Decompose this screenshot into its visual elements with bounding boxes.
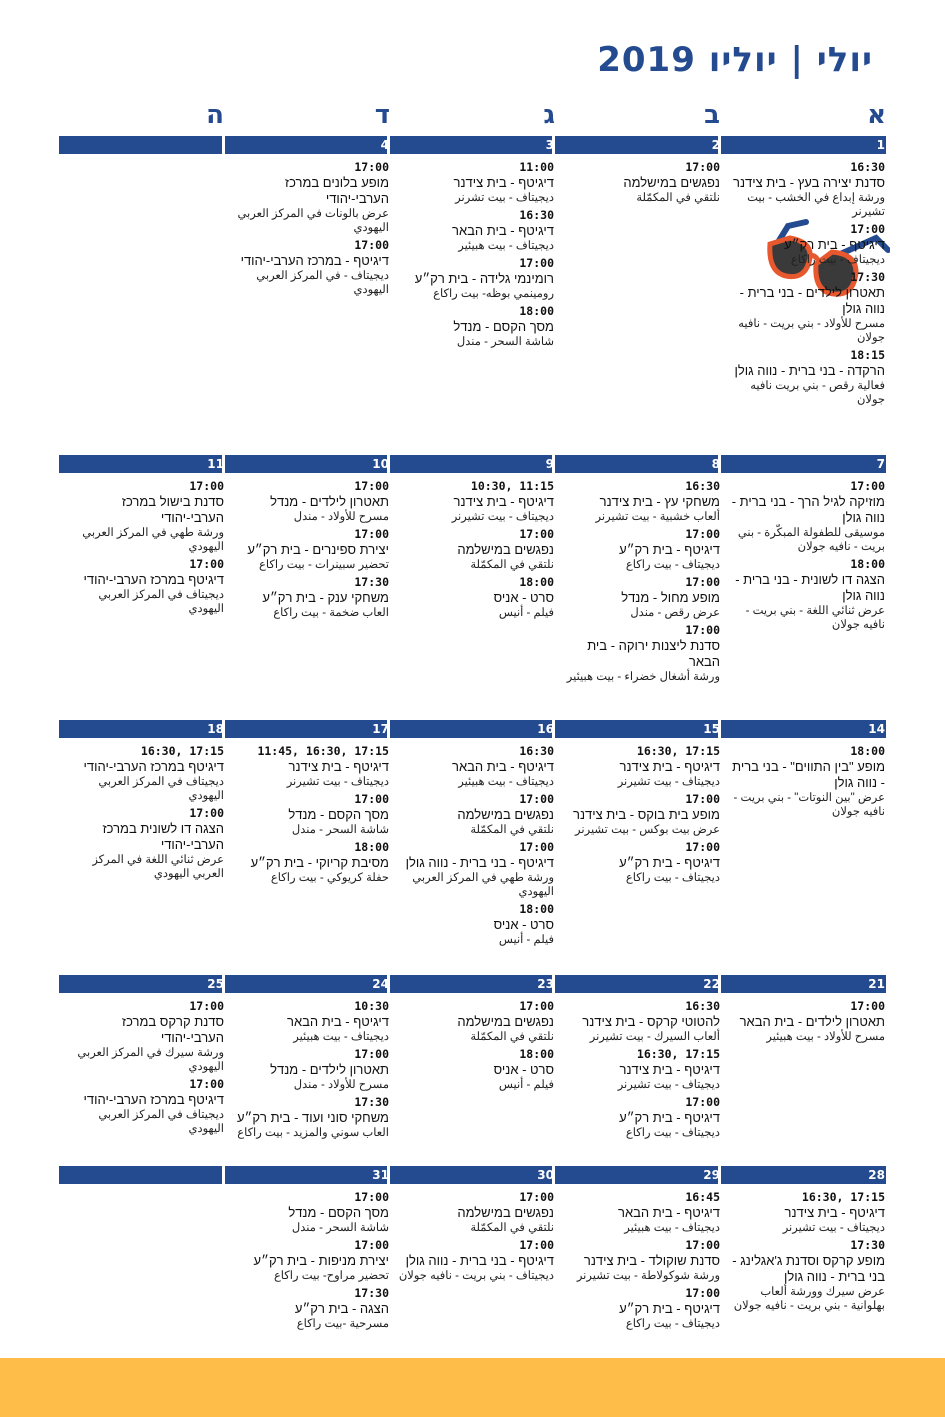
event-time: 10:30, 11:15 xyxy=(470,479,554,493)
event-description: عرض رقص - مندل xyxy=(630,607,720,619)
event-name: סדנת קרקס במרכז הערבי-יהודי xyxy=(121,1014,224,1045)
event-description: ديجيتاف - بيت هبيئير xyxy=(458,240,554,252)
event-description: ديجيتاف - بيت راكاع xyxy=(625,872,720,884)
day-cell xyxy=(66,744,224,884)
event-item xyxy=(396,527,554,572)
event-item xyxy=(562,744,720,789)
event-description: رومينمي بوظه- بيت راكاع xyxy=(433,288,554,300)
event-item xyxy=(396,1238,554,1283)
day-number: 9 xyxy=(545,457,554,471)
event-time: 17:00 xyxy=(354,1047,389,1061)
day-number: 24 xyxy=(372,977,389,991)
event-item xyxy=(727,348,885,407)
event-name: דיגיטף במרכז הערבי-יהודי xyxy=(83,759,224,774)
day-number: 16 xyxy=(537,722,554,736)
day-cell xyxy=(562,160,720,208)
event-description: ديجيتاف - بيت تشيرنر xyxy=(451,511,554,523)
event-time: 17:30 xyxy=(354,1286,389,1300)
event-description: ديجيتاف - بيت تشرنر xyxy=(455,192,554,204)
day-header-monday: ב xyxy=(704,100,720,130)
event-item xyxy=(727,1238,885,1313)
day-number: 30 xyxy=(537,1168,554,1182)
event-name: סרט - אניס xyxy=(493,1062,554,1077)
event-time: 17:00 xyxy=(685,575,720,589)
event-description: ديجيتاف - بيت تشيرنر xyxy=(286,776,389,788)
day-cell xyxy=(562,479,720,687)
day-number: 17 xyxy=(372,722,389,736)
day-cell xyxy=(396,160,554,352)
day-number: 29 xyxy=(703,1168,720,1182)
event-time: 16:30 xyxy=(519,744,554,758)
event-item xyxy=(562,160,720,205)
event-time: 11:45, 16:30, 17:15 xyxy=(257,744,389,758)
event-name: דיגיטף - בית הבאר xyxy=(452,759,554,774)
event-time: 17:00 xyxy=(519,527,554,541)
day-cell xyxy=(396,1190,554,1286)
event-item xyxy=(231,238,389,297)
event-time: 17:00 xyxy=(685,527,720,541)
day-number: 15 xyxy=(703,722,720,736)
event-time: 17:00 xyxy=(189,479,224,493)
event-name: דיגיטף - בית הבאר xyxy=(287,1014,389,1029)
event-description: تحضير سبينرات - بيت راكاع xyxy=(259,559,389,571)
event-description: عرض "بين النوتات" - بني بريت - نافيه جولان xyxy=(733,792,885,818)
event-item xyxy=(396,1190,554,1235)
event-description: فيلم - أنيس xyxy=(498,934,554,946)
event-description: موسيقى للطفولة المبكّرة - بني بريت - نافيه جولان xyxy=(737,527,885,553)
event-description: حفلة كريوكي - بيت راكاع xyxy=(270,872,389,884)
event-time: 16:30 xyxy=(850,160,885,174)
event-name: סרט - אניס xyxy=(493,590,554,605)
event-item xyxy=(231,527,389,572)
event-item xyxy=(231,575,389,620)
event-time: 18:00 xyxy=(850,557,885,571)
event-name: מופע מחול - מנדל xyxy=(621,590,720,605)
event-description: نلتقي في المكمّلة xyxy=(470,559,554,571)
event-description: ديجيتاف - في المركز العربي اليهودي xyxy=(256,270,389,296)
event-time: 17:00 xyxy=(519,999,554,1013)
event-description: ديجيتاف في المركز العربي اليهودي xyxy=(98,1109,224,1135)
event-item xyxy=(66,1077,224,1136)
event-item xyxy=(562,1047,720,1092)
event-description: ديجيتاف - بيت تشيرنر xyxy=(617,776,720,788)
page-title: יולי | יוליו 2019 xyxy=(597,40,873,80)
event-item xyxy=(231,479,389,524)
event-item xyxy=(562,1286,720,1331)
event-item xyxy=(66,557,224,616)
event-name: מסך הקסם - מנדל xyxy=(453,319,554,334)
day-cell xyxy=(231,160,389,300)
event-description: ورشة إبداع في الخشب - بيت تشيرنر xyxy=(747,192,885,218)
event-name: סרט - אניס xyxy=(493,917,554,932)
event-time: 17:30 xyxy=(354,575,389,589)
event-item xyxy=(396,999,554,1044)
event-item xyxy=(562,1095,720,1140)
event-name: דיגיטף - בית רק״ע xyxy=(619,855,720,870)
event-description: شاشة السحر - مندل xyxy=(456,336,554,348)
event-item xyxy=(231,1190,389,1235)
event-description: نلتقي في المكمّلة xyxy=(470,1222,554,1234)
event-description: ديجيتاف - بيت تشيرنر xyxy=(617,1079,720,1091)
event-item xyxy=(727,557,885,632)
event-description: عرض بالونات في المركز العربي اليهودي xyxy=(237,208,389,234)
event-name: הרקדה - בני ברית - נווה גולן xyxy=(734,363,885,378)
event-time: 18:00 xyxy=(519,1047,554,1061)
day-number: 31 xyxy=(372,1168,389,1182)
event-name: מסך הקסם - מנדל xyxy=(288,1205,389,1220)
event-description: عرض بيت بوكس - بيت تشيرنر xyxy=(575,824,720,836)
day-number: 21 xyxy=(868,977,885,991)
event-description: ديجيتاف في المركز العربي اليهودي xyxy=(98,589,224,615)
event-item xyxy=(562,1238,720,1283)
event-item xyxy=(396,792,554,837)
event-time: 16:30 xyxy=(519,208,554,222)
day-number: 10 xyxy=(372,457,389,471)
event-description: ألعاب خشبية - بيت تشيرنر xyxy=(595,511,720,523)
event-description: ورشة أشغال خضراء - بيت هبيئير xyxy=(566,671,720,683)
day-number: 23 xyxy=(537,977,554,991)
event-description: نلتقي في المكمّلة xyxy=(470,1031,554,1043)
event-item xyxy=(727,160,885,219)
event-item xyxy=(231,160,389,235)
event-name: נפגשים במישלמה xyxy=(457,542,554,557)
event-time: 17:00 xyxy=(850,479,885,493)
event-time: 17:00 xyxy=(685,1095,720,1109)
event-time: 17:00 xyxy=(519,840,554,854)
event-time: 17:00 xyxy=(354,479,389,493)
event-description: نلتقي في المكمّلة xyxy=(470,824,554,836)
event-item xyxy=(396,256,554,301)
event-time: 17:00 xyxy=(519,1238,554,1252)
event-name: תאטרון לילדים - בני ברית - נווה גולן xyxy=(739,285,885,316)
event-time: 17:00 xyxy=(850,222,885,236)
event-time: 18:00 xyxy=(354,840,389,854)
event-description: ديجيتاف - بيت هبيئير xyxy=(458,776,554,788)
event-name: להטוטי קרקס - בית צידנר xyxy=(582,1014,720,1029)
week-bar xyxy=(59,720,886,738)
event-description: ورشة طهي في المركز العربي اليهودي xyxy=(82,527,224,553)
event-name: מסיבת קריוקי - בית רק״ע xyxy=(250,855,389,870)
event-time: 17:00 xyxy=(354,792,389,806)
day-number: 2 xyxy=(711,138,720,152)
event-description: تحضير مراوح- بيت راكاع xyxy=(273,1270,389,1282)
week-bar-divider xyxy=(222,136,225,154)
event-description: ديجيتاف - بني بريت - نافيه جولان xyxy=(398,1270,554,1282)
event-name: נפגשים במישלמה xyxy=(457,807,554,822)
event-description: ديجيتاف - بيت هبيئير xyxy=(624,1222,720,1234)
event-time: 16:30, 17:15 xyxy=(801,1190,885,1204)
event-item xyxy=(231,1047,389,1092)
event-name: מופע בית בוקס - בית צידנר xyxy=(573,807,720,822)
event-time: 17:00 xyxy=(354,527,389,541)
day-cell xyxy=(231,744,389,888)
event-name: מסך הקסם - מנדל xyxy=(288,807,389,822)
event-time: 17:00 xyxy=(685,623,720,637)
event-description: ديجيتاف - بيت راكاع xyxy=(625,1127,720,1139)
event-name: דיגיטף - בני ברית - נווה גולן xyxy=(405,855,554,870)
event-time: 17:00 xyxy=(519,1190,554,1204)
event-description: مسرح للأولاد - مندل xyxy=(293,1079,389,1091)
event-time: 17:00 xyxy=(189,557,224,571)
event-description: ورشة سيرك في المركز العربي اليهودي xyxy=(77,1047,224,1073)
event-name: דיגיטף - בית צידנר xyxy=(619,759,720,774)
event-time: 17:00 xyxy=(354,1238,389,1252)
event-name: יצירת ספינרים - בית רק״ע xyxy=(247,542,389,557)
event-description: فيلم - أنيس xyxy=(498,1079,554,1091)
event-name: נפגשים במישלמה xyxy=(457,1205,554,1220)
event-description: فيلم - أنيس xyxy=(498,607,554,619)
day-cell xyxy=(727,479,885,635)
day-number: 3 xyxy=(545,138,554,152)
event-name: נפגשים במישלמה xyxy=(623,175,720,190)
day-cell xyxy=(727,160,885,410)
event-name: משחקי ענק - בית רק״ע xyxy=(262,590,389,605)
event-name: מוזיקה לגיל הרך - בני ברית - נווה גולן xyxy=(731,494,885,525)
event-time: 17:00 xyxy=(354,238,389,252)
day-header-thursday: ה xyxy=(206,100,224,130)
event-time: 17:00 xyxy=(685,160,720,174)
day-number: 7 xyxy=(876,457,885,471)
footer-band xyxy=(0,1358,945,1417)
event-time: 18:00 xyxy=(519,304,554,318)
week-bar xyxy=(59,975,886,993)
event-description: مسرح للأولاد - بني بريت - نافيه جولان xyxy=(738,318,885,344)
event-time: 16:45 xyxy=(685,1190,720,1204)
event-name: סדנת שוקולד - בית צידנר xyxy=(583,1253,720,1268)
day-number: 1 xyxy=(876,138,885,152)
event-item xyxy=(562,999,720,1044)
day-cell xyxy=(231,479,389,623)
event-time: 11:00 xyxy=(519,160,554,174)
event-item xyxy=(231,792,389,837)
event-name: מופע קרקס וסדנת ג'אגלינג - בני ברית - נווה גולן xyxy=(732,1253,885,1284)
event-name: תאטרון לילדים - מנדל xyxy=(270,1062,389,1077)
event-description: شاشة السحر - مندل xyxy=(291,1222,389,1234)
event-description: ديجيتاف - بيت هبيئير xyxy=(293,1031,389,1043)
event-name: נפגשים במישלמה xyxy=(457,1014,554,1029)
event-name: תאטרון לילדים - מנדל xyxy=(270,494,389,509)
event-item xyxy=(231,1286,389,1331)
event-time: 17:00 xyxy=(685,1238,720,1252)
event-time: 17:00 xyxy=(685,840,720,854)
day-number: 18 xyxy=(207,722,224,736)
event-name: דיגיטף - בית צידנר xyxy=(453,175,554,190)
event-time: 17:00 xyxy=(850,999,885,1013)
event-time: 17:30 xyxy=(850,1238,885,1252)
event-item xyxy=(562,575,720,620)
day-cell xyxy=(231,999,389,1143)
day-cell xyxy=(231,1190,389,1334)
event-name: סדנת יצירה בעץ - בית צידנר xyxy=(733,175,885,190)
event-item xyxy=(396,208,554,253)
event-name: דיגיטף - בית צידנר xyxy=(784,1205,885,1220)
event-item xyxy=(727,222,885,267)
day-cell xyxy=(66,999,224,1139)
day-number: 22 xyxy=(703,977,720,991)
day-number: 25 xyxy=(207,977,224,991)
event-name: דיגיטף - בית הבאר xyxy=(618,1205,720,1220)
event-item xyxy=(727,479,885,554)
event-time: 17:00 xyxy=(189,806,224,820)
event-time: 17:00 xyxy=(189,1077,224,1091)
event-name: דיגיטף - בית צידנר xyxy=(619,1062,720,1077)
event-description: ديجيتاف - بيت راكاع xyxy=(625,559,720,571)
event-item xyxy=(727,1190,885,1235)
day-number: 4 xyxy=(380,138,389,152)
event-name: דיגיטף - במרכז הערבי-יהודי xyxy=(240,253,389,268)
event-time: 16:30, 17:15 xyxy=(140,744,224,758)
event-time: 17:30 xyxy=(354,1095,389,1109)
event-item xyxy=(396,479,554,524)
event-item xyxy=(396,902,554,947)
event-name: מופע בלונים במרכז הערבי-יהודי xyxy=(284,175,389,206)
event-time: 18:00 xyxy=(850,744,885,758)
day-cell xyxy=(727,744,885,822)
event-description: مسرحية -بيت راكاع xyxy=(296,1318,389,1330)
event-name: רומינמי גלידה - בית רק״ע xyxy=(414,271,554,286)
event-item xyxy=(396,840,554,899)
event-item xyxy=(727,270,885,345)
day-cell xyxy=(396,999,554,1095)
event-time: 17:00 xyxy=(354,1190,389,1204)
event-name: יצירת מניפות - בית רק״ע xyxy=(253,1253,389,1268)
event-item xyxy=(231,999,389,1044)
event-description: شاشة السحر - مندل xyxy=(291,824,389,836)
event-name: דיגיטף - בית רק״ע xyxy=(619,542,720,557)
event-item xyxy=(231,1238,389,1283)
day-number: 14 xyxy=(868,722,885,736)
event-description: عرض ثنائي اللغة في المركز العربي اليهودي xyxy=(92,854,224,880)
event-item xyxy=(231,1095,389,1140)
event-time: 18:00 xyxy=(519,575,554,589)
event-description: ورشة طهي في المركز العربي اليهودي xyxy=(412,872,554,898)
event-time: 17:00 xyxy=(685,1286,720,1300)
event-item xyxy=(562,527,720,572)
event-description: ألعاب السيرك - بيت تشيرنر xyxy=(589,1031,720,1043)
event-description: عرض ثنائي اللغة - بني بريت - نافيه جولان xyxy=(745,605,885,631)
day-cell xyxy=(396,744,554,950)
event-description: ديجيتاف - بيت راكاع xyxy=(625,1318,720,1330)
event-name: תאטרון לילדים - בית הבאר xyxy=(739,1014,885,1029)
event-time: 17:00 xyxy=(519,256,554,270)
event-item xyxy=(562,840,720,885)
event-name: דיגיטף - בית רק״ע xyxy=(619,1110,720,1125)
event-time: 17:30 xyxy=(850,270,885,284)
event-name: סדנת בישול במרכז הערבי-יהודי xyxy=(121,494,224,525)
week-bar xyxy=(59,1166,886,1184)
event-name: מופע "בין התווים" - בני ברית - נווה גולן xyxy=(732,759,885,790)
day-cell xyxy=(562,744,720,888)
event-name: סדנת ליצנות ירוקה - בית הבאר xyxy=(587,638,720,669)
event-description: العاب سوني والمزيد - بيت راكاع xyxy=(237,1127,389,1139)
event-item xyxy=(66,744,224,803)
event-description: فعالية رقص - بني بريت نافيه جولان xyxy=(750,380,885,406)
event-name: דיגיטף - בית רק״ע xyxy=(784,237,885,252)
day-number: 28 xyxy=(868,1168,885,1182)
day-cell xyxy=(727,999,885,1047)
event-item xyxy=(396,304,554,349)
event-time: 18:15 xyxy=(850,348,885,362)
day-header-wednesday: ד xyxy=(374,100,390,130)
event-name: דיגיטף - בית צידנר xyxy=(288,759,389,774)
event-description: عرض سيرك وورشة ألعاب بهلوانية - بني بريت - نافيه جولان xyxy=(733,1286,885,1312)
event-item xyxy=(727,999,885,1044)
event-description: ديجيتاف في المركز العربي اليهودي xyxy=(98,776,224,802)
day-cell xyxy=(727,1190,885,1316)
event-item xyxy=(562,792,720,837)
event-name: דיגיטף - בני ברית - נווה גולן xyxy=(405,1253,554,1268)
event-name: משחקי עץ - בית צידנר xyxy=(599,494,720,509)
event-name: הצגה דו לשונית במרכז הערבי-יהודי xyxy=(102,821,224,852)
event-time: 16:30 xyxy=(685,479,720,493)
event-name: הצגה - בית רק״ע xyxy=(294,1301,389,1316)
event-description: ورشة شوكولاطة - بيت تشيرنر xyxy=(576,1270,720,1282)
event-name: דיגיטף - בית הבאר xyxy=(452,223,554,238)
event-time: 17:00 xyxy=(189,999,224,1013)
event-time: 17:00 xyxy=(354,160,389,174)
event-name: משחקי סוני ועוד - בית רק״ע xyxy=(236,1110,389,1125)
event-description: ديجيتاف - بيت تشيرنر xyxy=(782,1222,885,1234)
day-header-tuesday: ג xyxy=(543,100,555,130)
event-description: العاب ضخمة - بيت راكاع xyxy=(273,607,389,619)
event-item xyxy=(727,744,885,819)
event-item xyxy=(562,623,720,684)
event-name: הצגה דו לשונית - בני ברית - נווה גולן xyxy=(735,572,885,603)
day-cell xyxy=(66,479,224,619)
event-item xyxy=(231,744,389,789)
event-item xyxy=(231,840,389,885)
day-header-sunday: א xyxy=(867,100,886,130)
event-time: 17:00 xyxy=(685,792,720,806)
day-number: 8 xyxy=(711,457,720,471)
event-item xyxy=(66,806,224,881)
event-item xyxy=(66,999,224,1074)
event-name: דיגיטף - בית צידנר xyxy=(453,494,554,509)
event-item xyxy=(396,1047,554,1092)
event-time: 18:00 xyxy=(519,902,554,916)
week-bar xyxy=(59,136,886,154)
event-time: 10:30 xyxy=(354,999,389,1013)
event-item xyxy=(396,744,554,789)
day-number xyxy=(194,1166,226,1184)
day-cell xyxy=(562,1190,720,1334)
event-item xyxy=(562,479,720,524)
event-description: مسرح للأولاد - بيت هبيئير xyxy=(766,1031,885,1043)
event-name: דיגיטף במרכז הערבי-יהודי xyxy=(83,1092,224,1107)
event-item xyxy=(66,479,224,554)
day-cell xyxy=(562,999,720,1143)
event-name: דיגיטף במרכז הערבי-יהודי xyxy=(83,572,224,587)
week-bar xyxy=(59,455,886,473)
day-number: 11 xyxy=(207,457,224,471)
event-time: 16:30, 17:15 xyxy=(636,744,720,758)
event-name: דיגיטף - בית רק״ע xyxy=(619,1301,720,1316)
event-time: 16:30 xyxy=(685,999,720,1013)
event-time: 16:30, 17:15 xyxy=(636,1047,720,1061)
event-item xyxy=(396,160,554,205)
event-item xyxy=(396,575,554,620)
day-cell xyxy=(396,479,554,623)
event-time: 17:00 xyxy=(519,792,554,806)
event-item xyxy=(562,1190,720,1235)
event-description: ديجيتاف - بيت راكاع xyxy=(790,254,885,266)
event-description: نلتقي في المكمّلة xyxy=(636,192,720,204)
event-description: مسرح للأولاد - مندل xyxy=(293,511,389,523)
